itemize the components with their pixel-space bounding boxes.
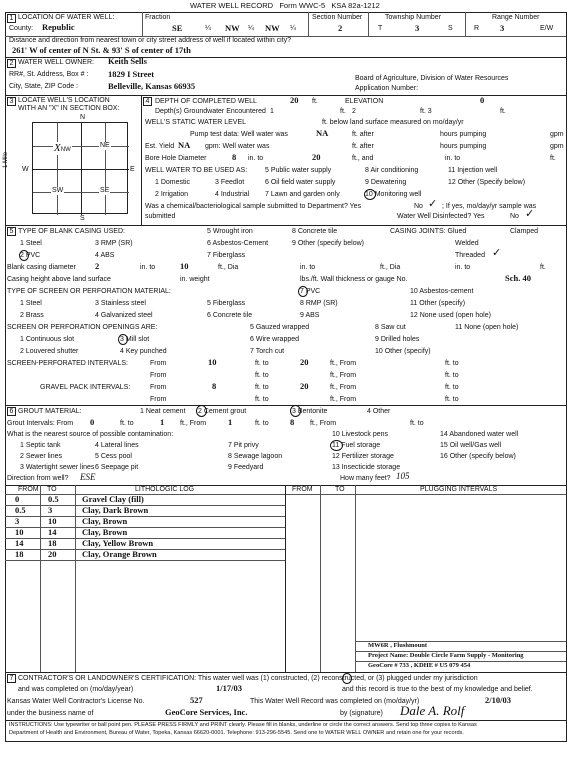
gw-2: 2 <box>352 108 356 115</box>
cert-completed-date[interactable]: 1/17/03 <box>216 683 242 693</box>
casing-2[interactable]: 2 PVC <box>20 252 41 259</box>
use-3[interactable]: 3 Feedlot <box>215 179 245 186</box>
compass-w: W <box>22 166 29 173</box>
bore-label: Bore Hole Diameter <box>145 155 207 162</box>
use-4[interactable]: 4 Industrial <box>215 191 250 198</box>
s3-heading-2: WITH AN "X" IN SECTION BOX: <box>18 105 120 112</box>
cert-line-2b: and this record is true to the best of my knowledge and belief. <box>342 686 533 693</box>
pump-test-label: Pump test data: Well water was <box>190 131 288 138</box>
county-value[interactable]: Republic <box>42 22 75 32</box>
use-2[interactable]: 2 Irrigation <box>155 191 189 198</box>
instructions-line-2: Department of Health and Environment, Bureau of Water, Topeka, Kansas 66620-0001. Telephone: 913-296-5545. Send one to WATER WELL OWNER and retain one for your records. <box>9 730 464 736</box>
yield-label: Est. Yield <box>145 143 175 150</box>
chem-rest: ; If yes, mo/day/yr sample was <box>442 203 537 210</box>
casing-height-rest: in. weight <box>180 276 210 283</box>
grout-1-to[interactable]: 1 <box>160 417 165 427</box>
hours-pumping-2: hours pumping <box>440 143 487 150</box>
opening-3-circle <box>118 334 128 345</box>
city-label: City, State, ZIP Code : <box>9 83 78 90</box>
log-row-from[interactable]: 3 <box>15 516 20 526</box>
gravel-2-from-label: From <box>150 396 167 403</box>
casing-9[interactable]: 9 Other (specify below) <box>292 240 364 247</box>
gpm-2: gpm <box>550 143 564 150</box>
gw-1: 1 <box>270 108 274 115</box>
pump-test-value[interactable]: NA <box>316 128 329 138</box>
gravel-1-from-label: From <box>150 384 167 391</box>
gravel-intervals-label: GRAVEL PACK INTERVALS: <box>40 384 131 391</box>
screen-9[interactable]: 9 ABS <box>300 312 320 319</box>
log-row-divider <box>5 560 285 561</box>
license-label: Kansas Water Well Contractor's License No. <box>7 698 145 705</box>
bore-in-2: in. to <box>445 155 461 162</box>
log-row-from[interactable]: 10 <box>15 527 24 537</box>
owner-address[interactable]: 1829 I Street <box>108 69 155 79</box>
grout-2[interactable]: 2 Cement grout <box>198 408 247 415</box>
owner-name[interactable]: Keith Sells <box>108 56 147 66</box>
static-level-label: WELL'S STATIC WATER LEVEL <box>145 119 247 126</box>
range-ew: E/W <box>540 25 554 32</box>
quad-sw: SW <box>52 187 64 194</box>
use-10-circle <box>364 189 376 200</box>
section-3-number: 3 <box>7 97 16 106</box>
gravel-1-to-label: ft. to <box>255 384 269 391</box>
contam-7[interactable]: 7 Pit privy <box>228 442 259 449</box>
perf-2-to-label: ft. to <box>255 372 269 379</box>
gw-ft-4: ft. <box>500 108 506 115</box>
elevation-label: ELEVATION <box>345 98 384 105</box>
grout-3-to-label: ft. to <box>410 420 424 427</box>
form-number: Form WWC-5 <box>279 1 326 10</box>
grout-3[interactable]: 3 Bentonite <box>292 408 328 415</box>
address-label: RR#, St. Address, Box # : <box>9 71 89 78</box>
section-4-number: 4 <box>143 97 152 106</box>
screen-8[interactable]: 8 RMP (SR) <box>300 300 338 307</box>
log-row-divider <box>5 527 285 528</box>
log-row-from[interactable]: 14 <box>15 538 24 548</box>
reconstructed-circle <box>342 673 352 684</box>
compass-s: S <box>80 215 85 222</box>
gravel-2-from2: ft., From <box>330 396 357 403</box>
township-label: Township Number <box>385 14 442 21</box>
blank-to-value[interactable]: 10 <box>180 261 189 271</box>
casing-1[interactable]: 1 Steel <box>20 240 42 247</box>
screen-5[interactable]: 5 Fiberglass <box>207 300 246 307</box>
opening-9[interactable]: 9 Drilled holes <box>375 336 420 343</box>
opening-2[interactable]: 2 Louvered shutter <box>20 348 79 355</box>
form-title <box>190 2 380 11</box>
plugging-header: PLUGGING INTERVALS <box>420 486 498 493</box>
fraction-1[interactable]: SE <box>172 23 183 33</box>
log-row-description[interactable]: Clay, Yellow Brown <box>82 538 154 548</box>
cert-completed-label: and was completed on (mo/day/year) <box>18 686 134 693</box>
pump-test-rest: ft. after <box>352 131 374 138</box>
blank-ft-3: ft. <box>540 264 546 271</box>
opening-1[interactable]: 1 Continuous slot <box>20 336 75 343</box>
hours-pumping-1: hours pumping <box>440 131 487 138</box>
perf-1-from-label: From <box>150 360 167 367</box>
section-6-number: 6 <box>7 407 16 416</box>
depth-value[interactable]: 20 <box>290 95 299 105</box>
direction-value[interactable]: ESE <box>80 472 96 482</box>
log-row-to[interactable]: 0.5 <box>48 494 59 504</box>
log-row-to[interactable]: 14 <box>48 527 57 537</box>
blank-dia-label: Blank casing diameter <box>7 264 76 271</box>
bore-ft: ft. <box>550 155 556 162</box>
grout-1-to-label: ft. to <box>120 420 134 427</box>
screen-12[interactable]: 12 None used (open hole) <box>410 312 491 319</box>
mile-label: 1 Mile <box>3 151 9 168</box>
perf-2-from-label: From <box>150 372 167 379</box>
use-11[interactable]: 11 Injection well <box>448 167 498 174</box>
contam-15[interactable]: 15 Oil well/Gas well <box>440 442 502 449</box>
log-row-to[interactable]: 20 <box>48 549 57 559</box>
business-label: under the business name of <box>7 710 94 717</box>
log-row-to[interactable]: 10 <box>48 516 57 526</box>
threaded-check: ✓ <box>492 246 502 259</box>
depth-ft: ft. <box>312 98 318 105</box>
perf-2-from2: ft., From <box>330 372 357 379</box>
litho-header: LITHOLOGIC LOG <box>135 486 195 493</box>
use-5[interactable]: 5 Public water supply <box>265 167 332 174</box>
opening-10[interactable]: 10 Other (specify) <box>375 348 431 355</box>
distance-label: Distance and direction from nearest town or city street address of well if located within city? <box>9 37 292 44</box>
gravel-1-to2: ft. to <box>445 384 459 391</box>
fraction-label: Fraction <box>145 14 171 21</box>
chem-sample-label: Was a chemical/bacteriological sample submitted to Department? Yes <box>145 203 362 210</box>
use-1[interactable]: 1 Domestic <box>155 179 191 186</box>
lbs-ft-label: lbs./ft. Wall thickness or gauge No. <box>300 276 408 283</box>
depth-label: DEPTH OF COMPLETED WELL <box>155 98 257 105</box>
gravel-1-from2: ft., From <box>330 384 357 391</box>
screen-7[interactable]: 7 PVC <box>300 288 321 295</box>
blank-in: in. to <box>140 264 156 271</box>
blank-in-2: in. to <box>300 264 316 271</box>
log-row-from[interactable]: 0.5 <box>15 505 26 515</box>
opening-3[interactable]: 3 Mill slot <box>120 336 150 343</box>
compass-n: N <box>80 114 86 121</box>
compass-e: E <box>130 166 135 173</box>
static-level-rest: ft. below land surface measured on mo/day/yr <box>322 119 464 126</box>
blank-dia-value[interactable]: 2 <box>95 261 100 271</box>
elevation-value[interactable]: 0 <box>480 95 485 105</box>
mw-label: MW6R , Flushmount <box>368 642 428 649</box>
gw-ft-2: ft. <box>340 108 346 115</box>
township-s: S <box>448 25 453 32</box>
perf-intervals-label: SCREEN-PERFORATED INTERVALS: <box>7 360 128 367</box>
yield-rest: ft. after <box>352 143 374 150</box>
log-row-from[interactable]: 18 <box>15 549 24 559</box>
use-12[interactable]: 12 Other (Specify below) <box>448 179 526 186</box>
grout-3-from-label: ft., From <box>310 420 337 427</box>
fraction-3[interactable]: NW <box>265 23 280 33</box>
grout-2-circle <box>196 405 207 417</box>
x-mark: X <box>54 142 61 154</box>
yield-gpm: gpm: Well water was <box>205 143 270 150</box>
log-row-description[interactable]: Clay, Orange Brown <box>82 549 157 559</box>
opening-11[interactable]: 11 None (open hole) <box>455 324 519 331</box>
project-name: Project Name: Double Circle Farm Supply - Monitoring <box>368 652 524 659</box>
gpm-1: gpm <box>550 131 564 138</box>
opening-8[interactable]: 8 Saw cut <box>375 324 406 331</box>
contam-9[interactable]: 9 Feedyard <box>228 464 264 471</box>
record-completed-label: This Water Well Record was completed on (mo/day/yr) <box>250 698 420 705</box>
signature-label: by (signature) <box>340 710 383 717</box>
gravel-1-to[interactable]: 20 <box>300 381 309 391</box>
contam-16[interactable]: 16 Other (specify below) <box>440 453 516 460</box>
log-row-description[interactable]: Clay, Brown <box>82 516 128 526</box>
groundwater-label: Depth(s) Groundwater Encountered <box>155 108 266 115</box>
grout-1-from[interactable]: 0 <box>90 417 95 427</box>
owner-city[interactable]: Belleville, Kansas 66935 <box>108 81 196 91</box>
license-number[interactable]: 527 <box>190 695 203 705</box>
section-number-label: Section Number <box>312 14 363 21</box>
log-row-description[interactable]: Clay, Dark Brown <box>82 505 149 515</box>
range-r: R <box>474 25 480 32</box>
business-name[interactable]: GeoCore Services, Inc. <box>165 707 248 717</box>
contam-11[interactable]: 11 Fuel storage <box>332 442 381 449</box>
perf-1-from2: ft., From <box>330 360 357 367</box>
quarter-3: ¼ <box>290 25 296 32</box>
contam-4[interactable]: 4 Lateral lines <box>95 442 139 449</box>
section-2-number: 2 <box>7 59 16 68</box>
section-box[interactable] <box>32 122 128 214</box>
chem-no: No <box>414 203 423 210</box>
contam-3[interactable]: 3 Watertight sewer lines <box>20 464 95 471</box>
clamped-label: Clamped <box>510 228 539 235</box>
use-8[interactable]: 8 Air conditioning <box>365 167 419 174</box>
log-row-to[interactable]: 18 <box>48 538 57 548</box>
contam-6[interactable]: 6 Seepage pit <box>95 464 139 471</box>
contam-10[interactable]: 10 Livestock pens <box>332 431 389 438</box>
distance-value[interactable]: 261' W of center of N St. & 93' S of center of 17th <box>12 45 191 55</box>
gravel-1-from[interactable]: 8 <box>212 381 217 391</box>
opening-5[interactable]: 5 Gauzed wrapped <box>250 324 310 331</box>
grout-4[interactable]: 4 Other <box>367 408 391 415</box>
screen-4[interactable]: 4 Galvanized steel <box>95 312 153 319</box>
contam-8[interactable]: 8 Sewage lagoon <box>228 453 283 460</box>
log-row-divider <box>5 516 285 517</box>
grout-2-to[interactable]: 8 <box>290 417 295 427</box>
township-t: T <box>378 25 383 32</box>
county-label: County: <box>9 25 34 32</box>
screen-6[interactable]: 6 Concrete tile <box>207 312 253 319</box>
contam-11-circle <box>330 440 343 451</box>
yield-value[interactable]: NA <box>178 140 191 150</box>
bore-to[interactable]: 20 <box>312 152 321 162</box>
blank-rest: ft., Dia <box>218 264 239 271</box>
s3-heading-1: LOCATE WELL'S LOCATION <box>18 97 110 104</box>
quarter-1: ¼ <box>205 25 211 32</box>
casing-5[interactable]: 5 Wrought iron <box>207 228 253 235</box>
section-5-number: 5 <box>7 227 16 236</box>
use-9[interactable]: 9 Dewatering <box>365 179 407 186</box>
log-from-header: FROM <box>18 486 39 493</box>
screen-heading: TYPE OF SCREEN OR PERFORATION MATERIAL: <box>7 288 171 295</box>
how-many-feet-label: How many feet? <box>340 475 391 482</box>
grout-heading: GROUT MATERIAL: <box>18 408 82 415</box>
log-row-description[interactable]: Gravel Clay (fill) <box>82 494 144 504</box>
opening-7[interactable]: 7 Torch cut <box>250 348 285 355</box>
cert-line-1: CONTRACTOR'S OR LANDOWNER'S CERTIFICATION: This water well was (1) constructed, (2) reconstructed, or (3) plugged under my jurisdiction <box>18 675 478 682</box>
signature: Dale A. Rolf <box>400 703 465 718</box>
opening-4[interactable]: 4 Key punched <box>120 348 167 355</box>
title-text: WATER WELL RECORD <box>190 1 274 10</box>
use-10[interactable]: 10 Monitoring well <box>365 191 422 198</box>
perf-2-to2: ft. to <box>445 372 459 379</box>
contam-14[interactable]: 14 Abandoned water well <box>440 431 519 438</box>
welded-label: Welded <box>455 240 479 247</box>
board-text: Board of Agriculture, Division of Water Resources <box>355 75 509 82</box>
fraction-2[interactable]: NW <box>225 23 240 33</box>
record-date[interactable]: 2/10/03 <box>485 695 511 705</box>
contam-13[interactable]: 13 Insecticide storage <box>332 464 401 471</box>
casing-4[interactable]: 4 ABS <box>95 252 115 259</box>
ksa-ref: KSA 82a-1212 <box>331 1 380 10</box>
blank-ft-2: ft., Dia <box>380 264 401 271</box>
s2-heading: WATER WELL OWNER: <box>18 59 94 66</box>
screen-2[interactable]: 2 Brass <box>20 312 44 319</box>
screen-7-circle <box>298 286 308 297</box>
perf-1-to[interactable]: 20 <box>300 357 309 367</box>
range-label: Range Number <box>492 14 540 21</box>
screen-11[interactable]: 11 Other (specify) <box>410 300 466 307</box>
quad-nw: NW <box>60 147 71 153</box>
section-1-number: 1 <box>7 14 16 23</box>
screen-1[interactable]: 1 Steel <box>20 300 42 307</box>
casing-height-label: Casing height above land surface <box>7 276 111 283</box>
perf-1-to-label: ft. to <box>255 360 269 367</box>
contam-1[interactable]: 1 Septic tank <box>20 442 61 449</box>
casing-heading: TYPE OF BLANK CASING USED: <box>18 228 125 235</box>
contam-5[interactable]: 5 Cess pool <box>95 453 132 460</box>
s1-heading: LOCATION OF WATER WELL: <box>18 14 115 21</box>
gw-ft-3: ft. 3 <box>420 108 432 115</box>
geocore-number: GeoCore # 733 , KDHE # U5 079 454 <box>368 662 471 669</box>
section-number-value[interactable]: 2 <box>338 23 343 33</box>
threaded-label: Threaded <box>455 252 485 259</box>
grout-3-circle <box>290 405 301 417</box>
perf-1-to2: ft. to <box>445 360 459 367</box>
quarter-2: ¼ <box>248 25 254 32</box>
grout-intervals-label: Grout Intervals: From <box>7 420 74 427</box>
plug-from-header: FROM <box>292 486 313 493</box>
disinfected-label: Water Well Disinfected? Yes <box>397 213 485 220</box>
perf-1-from[interactable]: 10 <box>208 357 217 367</box>
log-to-header: TO <box>47 486 57 493</box>
joints-label: CASING JOINTS: Glued <box>390 228 467 235</box>
casing-3[interactable]: 3 RMP (SR) <box>95 240 133 247</box>
use-label: WELL WATER TO BE USED AS: <box>145 167 248 174</box>
grout-1[interactable]: 1 Neat cement <box>140 408 186 415</box>
grout-2-from-label: ft., From <box>180 420 207 427</box>
disinfected-no: No <box>510 213 519 220</box>
casing-6[interactable]: 6 Asbestos-Cement <box>207 240 269 247</box>
screen-3[interactable]: 3 Stainless steel <box>95 300 146 307</box>
submitted-label: submitted <box>145 213 176 220</box>
grout-2-to-label: ft. to <box>255 420 269 427</box>
use-6[interactable]: 6 Oil field water supply <box>265 179 336 186</box>
openings-heading: SCREEN OR PERFORATION OPENINGS ARE: <box>7 324 158 331</box>
use-7[interactable]: 7 Lawn and garden only <box>265 191 340 198</box>
casing-8[interactable]: 8 Concrete tile <box>292 228 338 235</box>
chem-no-check: ✓ <box>428 197 438 210</box>
direction-label: Direction from well? <box>7 475 69 482</box>
casing-2-circle <box>19 250 29 261</box>
quad-ne: NE <box>100 142 110 149</box>
grout-2-from[interactable]: 1 <box>228 417 233 427</box>
sch-value[interactable]: Sch. 40 <box>505 273 531 283</box>
gravel-2-to-label: ft. to <box>255 396 269 403</box>
quad-se: SE <box>100 187 110 194</box>
how-many-feet-value[interactable]: 105 <box>396 471 410 481</box>
log-row-description[interactable]: Clay, Brown <box>82 527 128 537</box>
screen-10[interactable]: 10 Asbestos-cement <box>410 288 474 295</box>
log-row-to[interactable]: 3 <box>48 505 53 515</box>
plug-to-header: TO <box>335 486 345 493</box>
blank-in-3: in. to <box>455 264 471 271</box>
casing-7[interactable]: 7 Fiberglass <box>207 252 246 259</box>
township-value[interactable]: 3 <box>415 23 420 33</box>
bore-diameter[interactable]: 8 <box>232 152 237 162</box>
bore-rest: ft., and <box>352 155 374 162</box>
contamination-label: What is the nearest source of possible contamination: <box>7 431 174 438</box>
opening-6[interactable]: 6 Wire wrapped <box>250 336 300 343</box>
disinfected-no-check: ✓ <box>525 207 535 220</box>
range-value[interactable]: 3 <box>500 23 505 33</box>
contam-12[interactable]: 12 Fertilizer storage <box>332 453 394 460</box>
log-row-from[interactable]: 0 <box>15 494 20 504</box>
gravel-2-to2: ft. to <box>445 396 459 403</box>
instructions-line-1: INSTRUCTIONS: Use typewriter or ball point pen. PLEASE PRESS FIRMLY and PRINT clearly. Please fill in blanks, underline or circle the correct answers. Send top three copies to Kansas <box>9 722 477 728</box>
contam-2[interactable]: 2 Sewer lines <box>20 453 63 460</box>
application-label: Application Number: <box>355 85 419 92</box>
bore-in: in. to <box>248 155 264 162</box>
section-7-number: 7 <box>7 674 16 683</box>
